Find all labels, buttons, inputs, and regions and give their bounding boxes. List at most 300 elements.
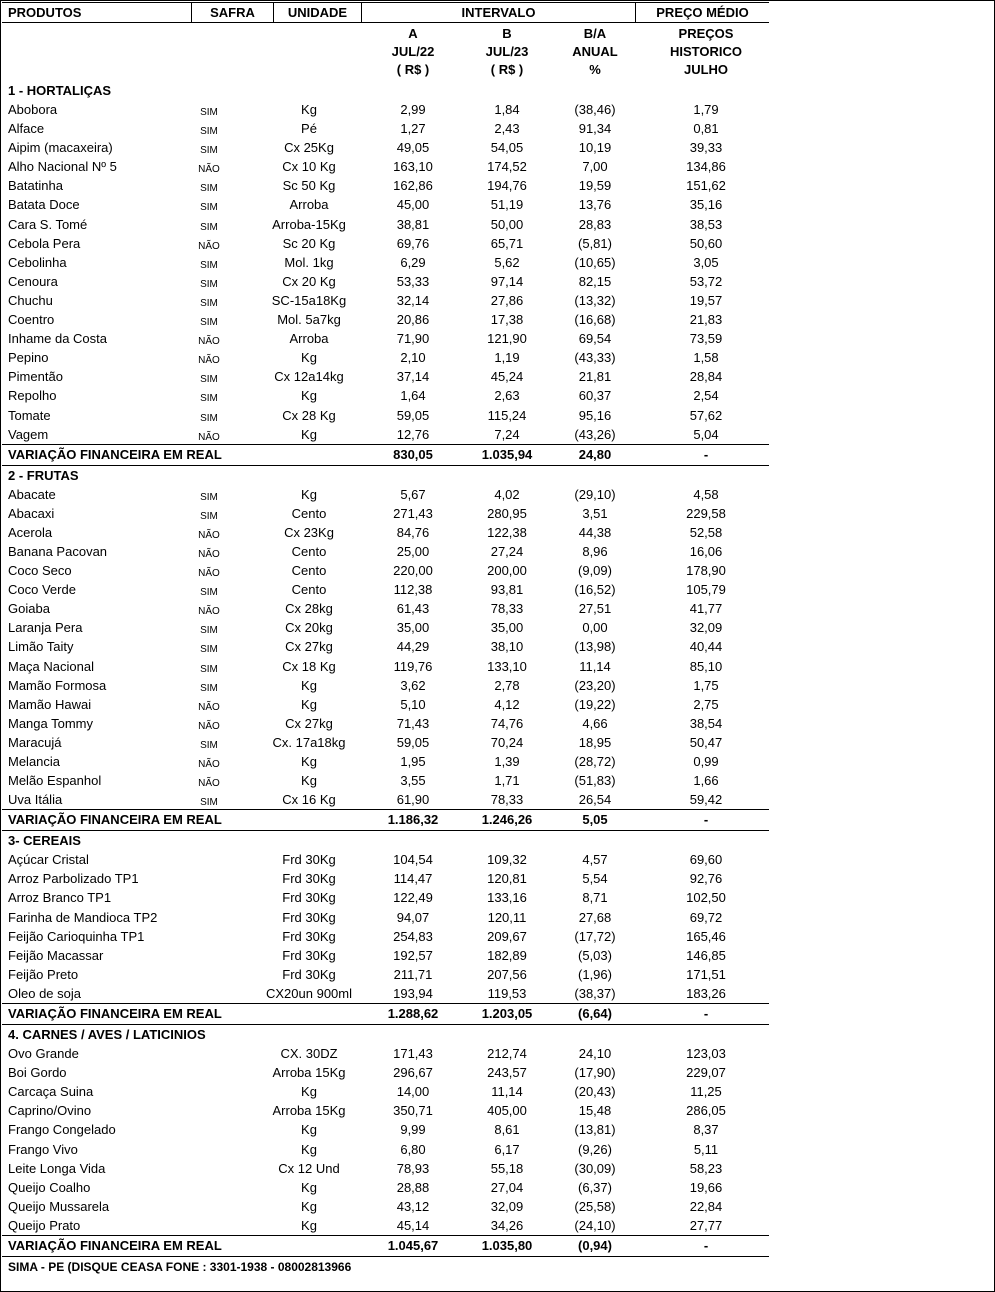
price-a: 220,00 bbox=[393, 563, 433, 579]
unit-value: Frd 30Kg bbox=[282, 871, 336, 887]
safra-value: SIM bbox=[200, 107, 218, 118]
price-b: 35,00 bbox=[490, 620, 524, 636]
safra-value: SIM bbox=[200, 412, 218, 424]
product-name: Arroz Branco TP1 bbox=[8, 890, 112, 906]
table-row bbox=[2, 1159, 769, 1178]
safra-value: SIM bbox=[200, 278, 218, 290]
product-name: Ovo Grande bbox=[8, 1046, 79, 1062]
header-preco-medio: PREÇO MÉDIO bbox=[656, 5, 749, 20]
price-a: 3,62 bbox=[400, 677, 426, 693]
product-name: Alho Nacional Nº 5 bbox=[8, 159, 117, 175]
product-name: Uva Itália bbox=[8, 792, 63, 808]
price-historic: 69,72 bbox=[689, 909, 723, 925]
price-b: 45,24 bbox=[490, 369, 524, 385]
unit-value: Cx 12 Und bbox=[278, 1160, 340, 1176]
price-a: 162,86 bbox=[393, 178, 433, 194]
total-b: 1.035,80 bbox=[481, 1237, 533, 1253]
unit-value: Arroba 15Kg bbox=[272, 1065, 346, 1081]
table-row bbox=[2, 138, 769, 157]
price-a: 61,90 bbox=[396, 792, 430, 808]
section-title: 4. CARNES / AVES / LATICINIOS bbox=[8, 1027, 206, 1043]
price-historic: 286,05 bbox=[686, 1103, 726, 1119]
table-row bbox=[2, 965, 769, 984]
product-name: Caprino/Ovino bbox=[8, 1103, 92, 1119]
price-table bbox=[2, 2, 769, 1277]
price-a: 78,93 bbox=[396, 1160, 430, 1176]
price-a: 12,76 bbox=[396, 426, 430, 442]
product-name: Feijão Preto bbox=[8, 966, 79, 982]
header-col-b-letter: B bbox=[502, 26, 512, 41]
variation-ba: (13,81) bbox=[574, 1122, 616, 1138]
product-name: Coco Seco bbox=[8, 563, 72, 579]
price-historic: 41,77 bbox=[689, 601, 723, 617]
unit-value: CX20un 900ml bbox=[266, 985, 352, 1001]
table-header-sub bbox=[2, 23, 769, 81]
price-a: 5,67 bbox=[400, 486, 426, 502]
price-b: 50,00 bbox=[490, 216, 524, 232]
header-col-pm-line3: JULHO bbox=[683, 62, 729, 77]
price-a: 53,33 bbox=[396, 273, 430, 289]
table-row bbox=[2, 771, 769, 790]
price-a: 69,76 bbox=[396, 235, 430, 251]
variation-ba: (16,52) bbox=[574, 582, 616, 598]
price-historic: 16,06 bbox=[689, 543, 723, 559]
safra-value: NÃO bbox=[198, 548, 220, 560]
price-b: 212,74 bbox=[487, 1046, 527, 1062]
price-historic: 40,44 bbox=[689, 639, 723, 655]
price-b: 11,14 bbox=[491, 1084, 523, 1100]
product-name: Cara S. Tomé bbox=[8, 216, 88, 232]
price-a: 112,38 bbox=[393, 582, 433, 598]
price-historic: 3,05 bbox=[693, 254, 719, 270]
variation-ba: (9,09) bbox=[578, 563, 612, 579]
price-b: 5,62 bbox=[494, 254, 520, 270]
price-a: 3,55 bbox=[400, 773, 426, 789]
price-b: 133,16 bbox=[487, 890, 527, 906]
product-name: Abobora bbox=[8, 102, 58, 117]
unit-value: Mol. 5a7kg bbox=[277, 312, 341, 328]
price-a: 45,00 bbox=[396, 197, 430, 213]
table-body bbox=[2, 81, 769, 1257]
unit-value: Pé bbox=[301, 121, 317, 137]
price-historic: 57,62 bbox=[689, 407, 723, 423]
unit-value: Kg bbox=[301, 1217, 317, 1233]
product-name: Manga Tommy bbox=[8, 715, 94, 731]
header-col-a bbox=[368, 25, 458, 79]
price-a: 43,12 bbox=[396, 1198, 430, 1214]
price-a: 59,05 bbox=[396, 407, 430, 423]
product-name: Queijo Prato bbox=[8, 1217, 81, 1233]
unit-value: Arroba bbox=[289, 331, 329, 347]
price-b: 207,56 bbox=[487, 966, 527, 982]
variation-ba: (20,43) bbox=[574, 1084, 616, 1100]
price-historic: 1,58 bbox=[693, 350, 719, 366]
price-b: 65,71 bbox=[490, 235, 524, 251]
table-row bbox=[2, 253, 769, 272]
product-name: Oleo de soja bbox=[8, 985, 81, 1001]
header-produtos: PRODUTOS bbox=[2, 3, 192, 22]
unit-value: Cx 27kg bbox=[285, 639, 333, 655]
unit-value: Sc 50 Kg bbox=[282, 178, 336, 194]
unit-value: Kg bbox=[301, 677, 317, 693]
price-a: 211,71 bbox=[393, 966, 433, 982]
table-row bbox=[2, 561, 769, 580]
variation-ba: (29,10) bbox=[574, 486, 616, 502]
variation-ba: (5,81) bbox=[578, 235, 612, 251]
safra-value: NÃO bbox=[198, 529, 220, 541]
price-b: 243,57 bbox=[487, 1065, 527, 1081]
safra-value: SIM bbox=[200, 126, 218, 138]
price-historic: 19,57 bbox=[689, 292, 723, 308]
header-col-pm-line1: PREÇOS bbox=[678, 26, 734, 41]
unit-value: Kg bbox=[301, 1141, 317, 1157]
header-col-a-unit: ( R$ ) bbox=[396, 62, 430, 77]
section-title: 3- CEREAIS bbox=[8, 833, 81, 849]
price-b: 280,95 bbox=[487, 505, 527, 521]
table-row bbox=[2, 1140, 769, 1159]
safra-value: SIM bbox=[200, 739, 218, 751]
price-b: 405,00 bbox=[487, 1103, 527, 1119]
product-name: Frango Congelado bbox=[8, 1122, 116, 1138]
variation-ba: 60,37 bbox=[578, 388, 612, 404]
price-historic: 69,60 bbox=[689, 852, 723, 868]
table-row bbox=[2, 1101, 769, 1120]
safra-value: SIM bbox=[200, 625, 218, 637]
table-row bbox=[2, 523, 769, 542]
price-b: 133,10 bbox=[487, 658, 527, 674]
variation-ba: (38,37) bbox=[574, 985, 616, 1001]
table-row bbox=[2, 1082, 769, 1101]
price-historic: 1,79 bbox=[693, 102, 719, 117]
price-historic: 151,62 bbox=[686, 178, 726, 194]
price-a: 1,64 bbox=[400, 388, 426, 404]
total-a: 1.288,62 bbox=[387, 1006, 439, 1022]
unit-value: Sc 20 Kg bbox=[282, 235, 336, 251]
table-row bbox=[2, 676, 769, 695]
price-b: 174,52 bbox=[487, 159, 527, 175]
product-name: Feijão Carioquinha TP1 bbox=[8, 928, 145, 944]
safra-value: NÃO bbox=[198, 701, 220, 713]
section-total-row bbox=[2, 809, 769, 831]
product-name: Abacaxi bbox=[8, 505, 55, 521]
header-col-a-letter: A bbox=[408, 26, 418, 41]
product-name: Cebola Pera bbox=[8, 235, 81, 251]
safra-value: SIM bbox=[200, 202, 218, 214]
safra-value: SIM bbox=[200, 797, 218, 809]
table-row bbox=[2, 618, 769, 637]
price-historic: 146,85 bbox=[686, 947, 726, 963]
variation-ba: (17,90) bbox=[574, 1065, 616, 1081]
variation-ba: 5,54 bbox=[582, 871, 608, 887]
price-b: 32,09 bbox=[490, 1198, 524, 1214]
total-label: VARIAÇÃO FINANCEIRA EM REAL bbox=[8, 1237, 222, 1253]
product-name: Queijo Coalho bbox=[8, 1179, 91, 1195]
safra-value: SIM bbox=[200, 644, 218, 656]
variation-ba: (43,26) bbox=[574, 426, 616, 442]
price-b: 7,24 bbox=[494, 426, 520, 442]
safra-value: SIM bbox=[200, 374, 218, 386]
unit-value: Kg bbox=[301, 426, 317, 442]
price-historic: 11,25 bbox=[690, 1084, 722, 1100]
price-a: 193,94 bbox=[393, 985, 433, 1001]
total-ba: 5,05 bbox=[582, 812, 608, 828]
product-name: Alface bbox=[8, 121, 45, 137]
unit-value: Cx 10 Kg bbox=[282, 159, 336, 175]
price-a: 5,10 bbox=[400, 696, 426, 712]
unit-value: Cx 16 Kg bbox=[282, 792, 336, 808]
unit-value: Cx 20 Kg bbox=[282, 273, 336, 289]
price-b: 93,81 bbox=[490, 582, 524, 598]
header-col-ba bbox=[548, 25, 642, 79]
price-b: 6,17 bbox=[494, 1141, 520, 1157]
price-historic: 19,66 bbox=[689, 1179, 723, 1195]
table-row bbox=[2, 348, 769, 367]
variation-ba: (10,65) bbox=[574, 254, 616, 270]
price-b: 194,76 bbox=[487, 178, 527, 194]
price-b: 120,11 bbox=[487, 909, 527, 925]
unit-value: Mol. 1kg bbox=[284, 254, 334, 270]
product-name: Tomate bbox=[8, 407, 51, 423]
safra-value: NÃO bbox=[198, 759, 220, 770]
price-b: 1,19 bbox=[494, 350, 520, 366]
safra-value: NÃO bbox=[198, 778, 220, 790]
price-a: 114,47 bbox=[393, 871, 433, 887]
header-col-ba-unit: % bbox=[589, 62, 601, 77]
price-historic: 58,23 bbox=[689, 1160, 723, 1176]
header-unidade: UNIDADE bbox=[274, 3, 362, 22]
unit-value: Frd 30Kg bbox=[282, 909, 336, 925]
product-name: Cenoura bbox=[8, 273, 58, 289]
table-row bbox=[2, 927, 769, 946]
variation-ba: 26,54 bbox=[578, 792, 612, 808]
price-b: 4,02 bbox=[494, 486, 520, 502]
variation-ba: 11,14 bbox=[579, 658, 611, 674]
unit-value: Kg bbox=[301, 696, 317, 712]
price-b: 2,43 bbox=[494, 121, 520, 137]
table-row bbox=[2, 234, 769, 253]
price-historic: 183,26 bbox=[686, 985, 726, 1001]
price-a: 254,83 bbox=[393, 928, 433, 944]
price-historic: 27,77 bbox=[689, 1217, 723, 1233]
price-historic: 28,84 bbox=[689, 369, 723, 385]
product-name: Melancia bbox=[8, 754, 61, 769]
product-name: Batatinha bbox=[8, 178, 63, 194]
price-historic: 5,04 bbox=[693, 426, 719, 442]
unit-value: Cx 25Kg bbox=[284, 140, 334, 156]
price-a: 171,43 bbox=[393, 1046, 433, 1062]
price-a: 49,05 bbox=[396, 140, 430, 156]
unit-value: Arroba-15Kg bbox=[272, 216, 346, 232]
variation-ba: 19,59 bbox=[578, 178, 612, 194]
table-row bbox=[2, 733, 769, 752]
total-a: 1.045,67 bbox=[387, 1237, 439, 1253]
variation-ba: 28,83 bbox=[578, 216, 612, 232]
price-historic: 53,72 bbox=[689, 273, 723, 289]
table-row bbox=[2, 272, 769, 291]
price-a: 71,90 bbox=[396, 331, 430, 347]
safra-value: NÃO bbox=[198, 240, 220, 252]
unit-value: Kg bbox=[301, 1122, 317, 1138]
table-row bbox=[2, 195, 769, 214]
safra-value: SIM bbox=[200, 221, 218, 233]
product-name: Cebolinha bbox=[8, 254, 67, 270]
price-historic: 0,99 bbox=[693, 754, 719, 769]
price-a: 119,76 bbox=[393, 658, 433, 674]
price-b: 115,24 bbox=[487, 407, 527, 423]
price-historic: 165,46 bbox=[686, 928, 726, 944]
variation-ba: (13,32) bbox=[574, 292, 616, 308]
variation-ba: 3,51 bbox=[582, 505, 608, 521]
product-name: Queijo Mussarela bbox=[8, 1198, 110, 1214]
price-a: 59,05 bbox=[396, 734, 430, 750]
price-a: 122,49 bbox=[393, 890, 433, 906]
variation-ba: (28,72) bbox=[574, 754, 616, 769]
unit-value: Kg bbox=[301, 754, 317, 769]
table-row bbox=[2, 752, 769, 771]
price-a: 1,95 bbox=[400, 754, 426, 769]
variation-ba: 18,95 bbox=[578, 734, 612, 750]
price-a: 9,99 bbox=[400, 1122, 426, 1138]
safra-value: SIM bbox=[200, 145, 218, 157]
unit-value: Cento bbox=[291, 563, 327, 579]
variation-ba: (19,22) bbox=[574, 696, 616, 712]
total-ba: (0,94) bbox=[578, 1237, 612, 1253]
price-historic: 73,59 bbox=[689, 331, 723, 347]
price-b: 51,19 bbox=[490, 197, 524, 213]
safra-value: SIM bbox=[200, 510, 218, 522]
variation-ba: (17,72) bbox=[574, 928, 616, 944]
safra-value: NÃO bbox=[198, 431, 220, 443]
table-row bbox=[2, 1044, 769, 1063]
price-a: 71,43 bbox=[396, 715, 430, 731]
table-row bbox=[2, 637, 769, 656]
price-historic: 32,09 bbox=[689, 620, 723, 636]
price-historic: 134,86 bbox=[686, 159, 726, 175]
price-a: 94,07 bbox=[396, 909, 430, 925]
price-a: 28,88 bbox=[396, 1179, 430, 1195]
product-name: Frango Vivo bbox=[8, 1141, 78, 1157]
variation-ba: 95,16 bbox=[578, 407, 612, 423]
price-historic: 105,79 bbox=[686, 582, 726, 598]
product-name: Maça Nacional bbox=[8, 658, 94, 674]
safra-value: NÃO bbox=[198, 164, 220, 176]
safra-value: NÃO bbox=[198, 720, 220, 732]
price-a: 296,67 bbox=[393, 1065, 433, 1081]
price-a: 84,76 bbox=[396, 524, 430, 540]
table-row bbox=[2, 1197, 769, 1216]
price-a: 271,43 bbox=[393, 505, 433, 521]
variation-ba: 27,51 bbox=[578, 601, 612, 617]
table-row bbox=[2, 176, 769, 195]
safra-value: SIM bbox=[200, 587, 218, 599]
variation-ba: (5,03) bbox=[578, 947, 612, 963]
product-name: Mamão Hawai bbox=[8, 696, 92, 712]
price-historic: 102,50 bbox=[686, 890, 726, 906]
price-historic: 50,60 bbox=[689, 235, 723, 251]
price-b: 34,26 bbox=[490, 1217, 524, 1233]
price-b: 27,24 bbox=[490, 543, 524, 559]
product-name: Aipim (macaxeira) bbox=[8, 140, 113, 156]
table-row bbox=[2, 1063, 769, 1082]
total-pm: - bbox=[703, 446, 709, 462]
price-a: 25,00 bbox=[396, 543, 430, 559]
price-b: 1,39 bbox=[494, 754, 520, 769]
total-pm: - bbox=[703, 1006, 709, 1022]
variation-ba: 15,48 bbox=[578, 1103, 612, 1119]
product-name: Goiaba bbox=[8, 601, 50, 617]
price-a: 37,14 bbox=[396, 369, 430, 385]
price-historic: 85,10 bbox=[689, 658, 723, 674]
unit-value: Kg bbox=[301, 1084, 317, 1100]
table-row bbox=[2, 695, 769, 714]
price-historic: 2,75 bbox=[693, 696, 719, 712]
price-a: 2,10 bbox=[400, 350, 426, 366]
unit-value: Cento bbox=[291, 582, 327, 598]
price-b: 54,05 bbox=[490, 140, 524, 156]
product-name: Mamão Formosa bbox=[8, 677, 107, 693]
table-row bbox=[2, 291, 769, 310]
unit-value: Kg bbox=[301, 773, 317, 789]
table-row bbox=[2, 542, 769, 561]
price-b: 8,61 bbox=[494, 1122, 520, 1138]
price-historic: 1,66 bbox=[693, 773, 719, 789]
unit-value: Cx 20kg bbox=[285, 620, 333, 636]
price-historic: 123,03 bbox=[686, 1046, 726, 1062]
product-name: Batata Doce bbox=[8, 197, 80, 213]
safra-value: SIM bbox=[200, 297, 218, 309]
variation-ba: (30,09) bbox=[574, 1160, 616, 1176]
price-historic: 22,84 bbox=[689, 1198, 723, 1214]
price-a: 35,00 bbox=[396, 620, 430, 636]
variation-ba: (38,46) bbox=[574, 102, 616, 117]
price-b: 122,38 bbox=[487, 524, 527, 540]
variation-ba: 7,00 bbox=[582, 159, 608, 175]
price-historic: 1,75 bbox=[693, 677, 719, 693]
unit-value: Arroba 15Kg bbox=[272, 1103, 346, 1119]
variation-ba: (23,20) bbox=[574, 677, 616, 693]
product-name: Leite Longa Vida bbox=[8, 1160, 106, 1176]
price-historic: 21,83 bbox=[689, 312, 723, 328]
price-b: 78,33 bbox=[490, 792, 524, 808]
total-ba: 24,80 bbox=[578, 446, 612, 462]
unit-value: Cx 23Kg bbox=[284, 524, 334, 540]
unit-value: CX. 30DZ bbox=[280, 1046, 338, 1062]
unit-value: Frd 30Kg bbox=[282, 852, 336, 868]
price-b: 97,14 bbox=[490, 273, 524, 289]
price-a: 20,86 bbox=[396, 312, 430, 328]
price-b: 27,86 bbox=[490, 292, 524, 308]
price-a: 104,54 bbox=[393, 852, 433, 868]
unit-value: Cento bbox=[291, 505, 327, 521]
section-total-row bbox=[2, 1235, 769, 1257]
header-col-b-period: JUL/23 bbox=[485, 44, 529, 59]
table-row bbox=[2, 119, 769, 138]
table-row bbox=[2, 1216, 769, 1235]
price-b: 4,12 bbox=[494, 696, 520, 712]
price-b: 38,10 bbox=[490, 639, 524, 655]
product-name: Maracujá bbox=[8, 734, 62, 750]
header-safra: SAFRA bbox=[192, 3, 274, 22]
price-b: 2,63 bbox=[494, 388, 520, 404]
table-row bbox=[2, 908, 769, 927]
unit-value: Frd 30Kg bbox=[282, 966, 336, 982]
product-name: Pepino bbox=[8, 350, 49, 366]
variation-ba: 4,66 bbox=[582, 715, 608, 731]
unit-value: Kg bbox=[301, 350, 317, 366]
safra-value: SIM bbox=[200, 317, 218, 329]
safra-value: SIM bbox=[200, 183, 218, 195]
table-row bbox=[2, 157, 769, 176]
